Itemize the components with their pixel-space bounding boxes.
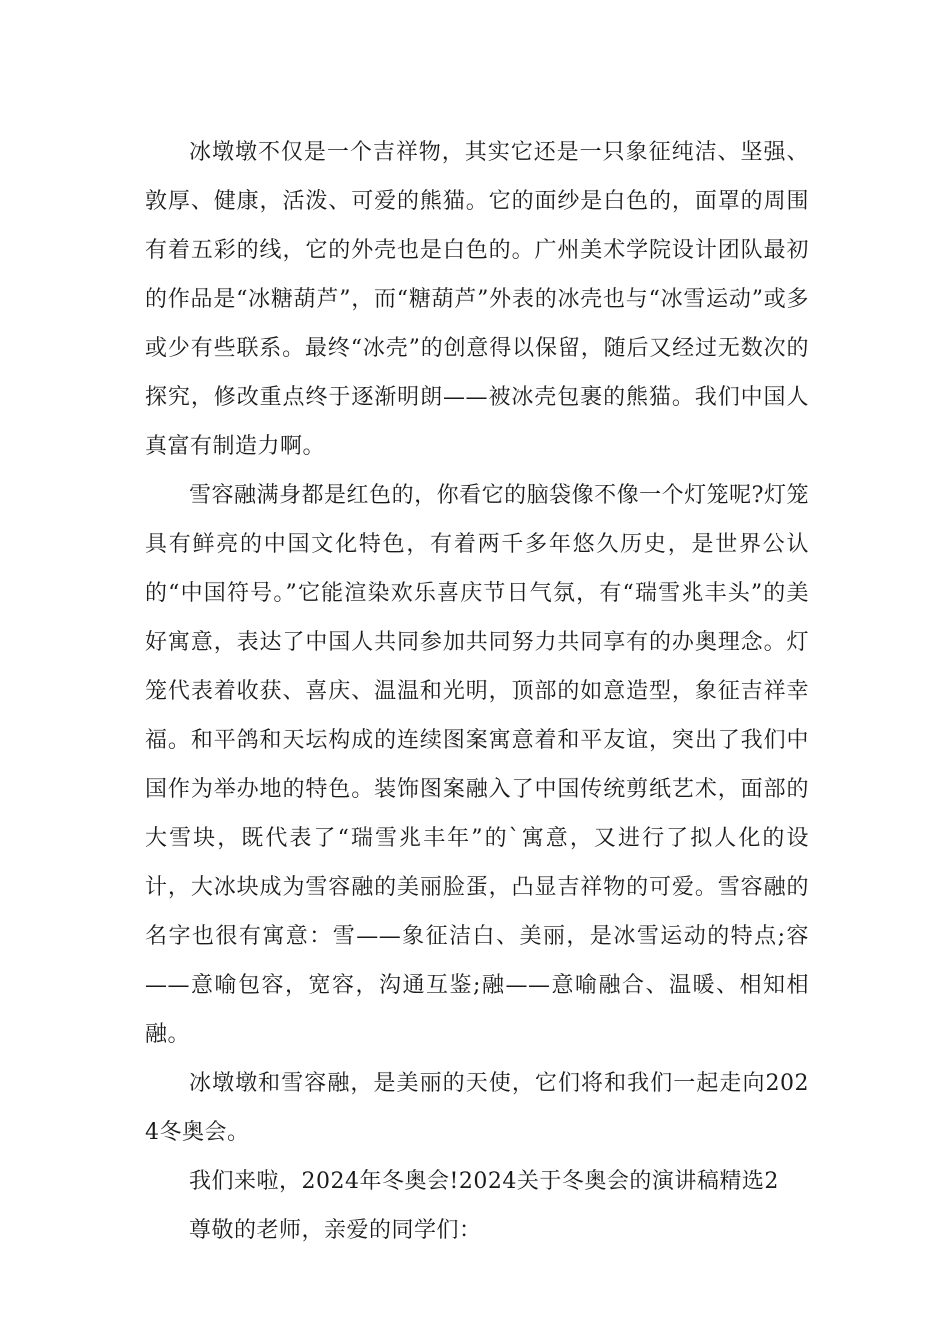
paragraph-greeting: 尊敬的老师，亲爱的同学们： bbox=[189, 1218, 482, 1243]
paragraph-bingdwendwen: 冰墩墩不仅是一个吉祥物，其实它还是一只象征纯洁、坚强、敦厚、健康，活泼、可爱的熊猫。它的面纱是白色的，面罩的周围有着五彩的线，它的外壳也是白色的。广州美术学院设计团队最初的作品是“冰糖葫芦”，而“糖葫芦”外表的冰壳也与“冰雪运动”或多或少有些联系。最终“冰壳”的创意得以保留，随后又经过无数次的探究，修改重点终于逐渐明朗——被冰壳包裹的熊猫。我们中国人真富有制造力啊。 bbox=[145, 140, 809, 459]
paragraph-mascots-summary: 冰墩墩和雪容融，是美丽的天使，它们将和我们一起走向2024冬奥会。 bbox=[145, 1071, 809, 1145]
paragraph-shuey-rhon-rhon: 雪容融满身都是红色的，你看它的脑袋像不像一个灯笼呢?灯笼具有鲜亮的中国文化特色，有着两千多年悠久历史，是世界公认的“中国符号。”它能渲染欢乐喜庆节日气氛，有“瑞雪兆丰头”的美好寓意，表达了中国人共同参加共同努力共同享有的办奥理念。灯笼代表着收获、喜庆、温温和光明，顶部的如意造型，象征吉祥幸福。和平鸽和天坛构成的连续图案寓意着和平友谊，突出了我们中国作为举办地的特色。装饰图案融入了中国传统剪纸艺术，面部的大雪块，既代表了“瑞雪兆丰年”的`寓意，又进行了拟人化的设计，大冰块成为雪容融的美丽脸蛋，凸显吉祥物的可爱。雪容融的名字也很有寓意：雪——象征洁白、美丽，是冰雪运动的特点;容——意喻包容，宽容，沟通互鉴;融——意喻融合、温暖、相知相融。 bbox=[145, 483, 809, 1047]
document-body bbox=[145, 128, 809, 1255]
paragraph-speech-title: 我们来啦，2024年冬奥会!2024关于冬奥会的演讲稿精选2 bbox=[189, 1169, 779, 1194]
